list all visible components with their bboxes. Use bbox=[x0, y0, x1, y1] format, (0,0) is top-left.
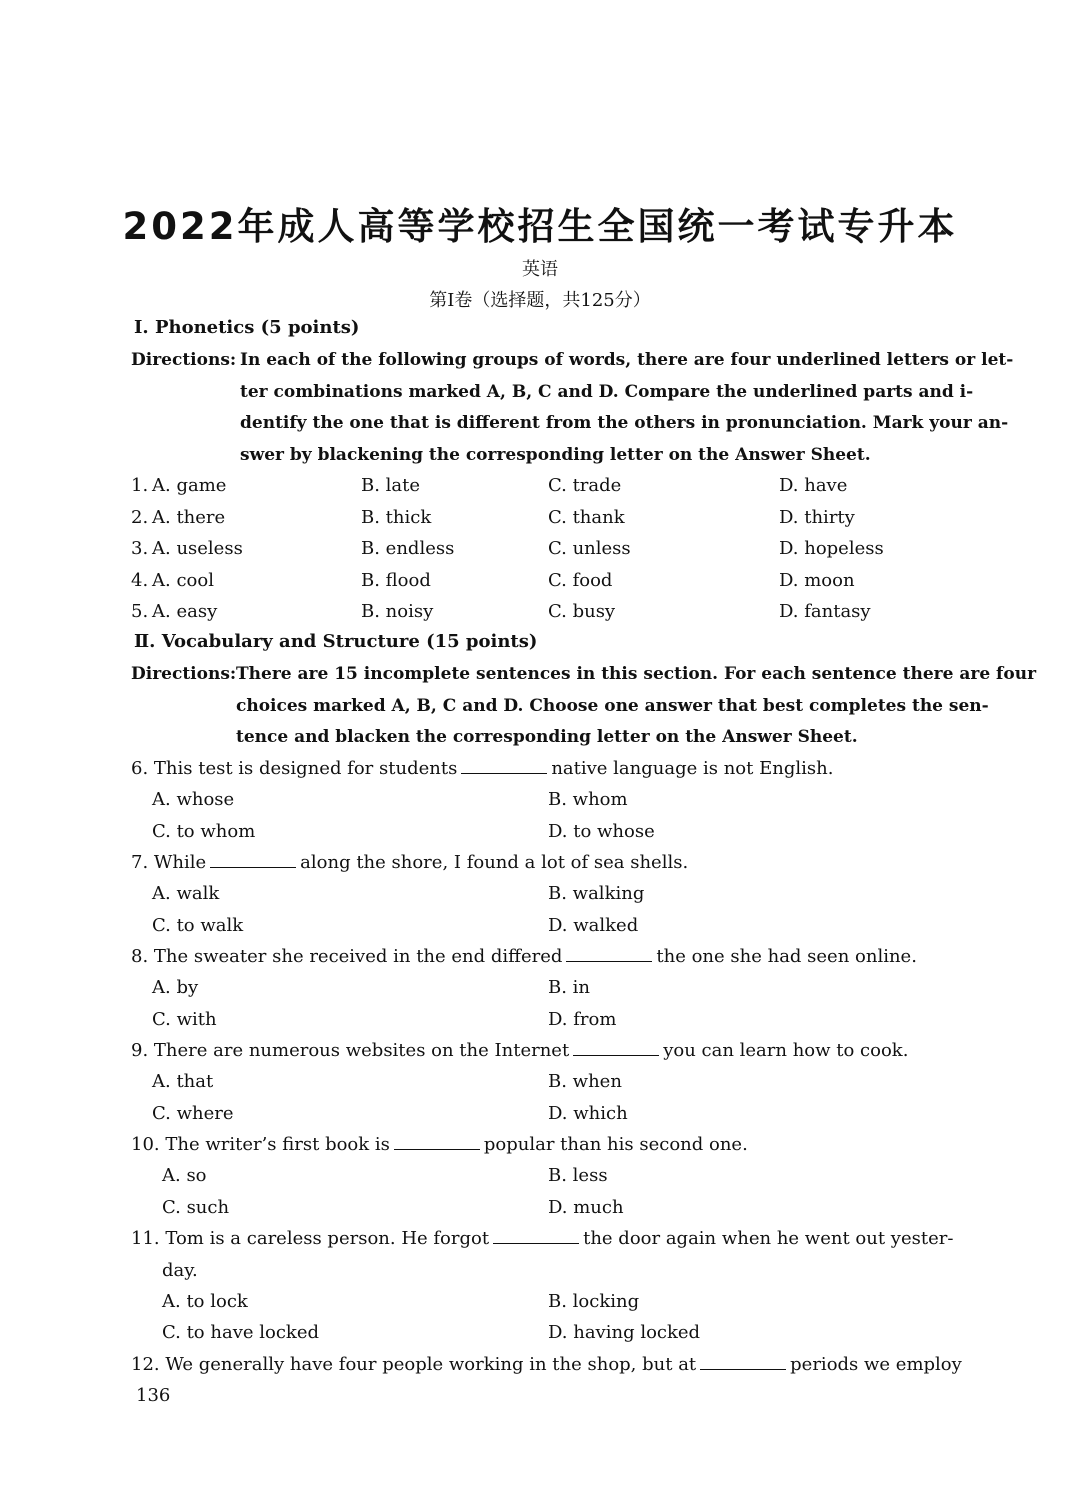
section2-directions-line: tence and blacken the corresponding letter on the Answer Sheet. bbox=[236, 727, 858, 747]
option-c: C. such bbox=[162, 1197, 230, 1218]
question-number: 3. bbox=[131, 538, 149, 559]
answer-blank bbox=[493, 1227, 579, 1244]
option-a: A. that bbox=[152, 1071, 214, 1092]
question-text: 8. The sweater she received in the end differed bbox=[131, 946, 563, 967]
answer-blank bbox=[566, 945, 652, 962]
question-text: popular than his second one. bbox=[483, 1134, 748, 1155]
option-b: B. endless bbox=[361, 538, 455, 559]
option-d: D. to whose bbox=[548, 821, 655, 842]
section1-directions-line: swer by blackening the corresponding letter on the Answer Sheet. bbox=[240, 445, 871, 465]
option-c: C. to whom bbox=[152, 821, 256, 842]
option-a: A. easy bbox=[152, 601, 218, 622]
section2-heading: Ⅱ. Vocabulary and Structure (15 points) bbox=[134, 631, 538, 652]
option-a: A. whose bbox=[152, 789, 235, 810]
answer-blank bbox=[573, 1039, 659, 1056]
option-b: B. less bbox=[548, 1165, 608, 1186]
question-text: 12. We generally have four people working in the shop, but at bbox=[131, 1354, 697, 1375]
question-stem bbox=[131, 1227, 953, 1251]
question-stem bbox=[131, 851, 688, 875]
option-b: B. when bbox=[548, 1071, 622, 1092]
option-c: C. thank bbox=[548, 507, 625, 528]
option-c: C. where bbox=[152, 1103, 234, 1124]
option-a: A. game bbox=[152, 475, 227, 496]
option-c: C. unless bbox=[548, 538, 631, 559]
option-c: C. to have locked bbox=[162, 1322, 319, 1343]
section1-directions-label: Directions: bbox=[131, 350, 237, 370]
question-stem bbox=[131, 1133, 748, 1157]
section1-directions-line: In each of the following groups of words, there are four underlined letters or let- bbox=[240, 350, 1014, 370]
question-text: native language is not English. bbox=[551, 758, 834, 779]
question-number: 4. bbox=[131, 570, 149, 591]
question-text: 6. This test is designed for students bbox=[131, 758, 458, 779]
section1-heading: Ⅰ. Phonetics (5 points) bbox=[134, 317, 360, 338]
question-text: along the shore, I found a lot of sea shells. bbox=[300, 852, 689, 873]
option-d: D. from bbox=[548, 1009, 617, 1030]
section2-directions-line: There are 15 incomplete sentences in this section. For each sentence there are four bbox=[236, 664, 1037, 684]
question-text: you can learn how to cook. bbox=[663, 1040, 909, 1061]
question-text: 10. The writer’s first book is bbox=[131, 1134, 390, 1155]
question-text: 11. Tom is a careless person. He forgot bbox=[131, 1228, 490, 1249]
option-d: D. thirty bbox=[779, 507, 855, 528]
question-number: 5. bbox=[131, 601, 149, 622]
question-text: 9. There are numerous websites on the Internet bbox=[131, 1040, 570, 1061]
question-text: the door again when he went out yester- bbox=[583, 1228, 954, 1249]
section1-directions-line: dentify the one that is different from the others in pronunciation. Mark your an- bbox=[240, 413, 1009, 433]
answer-blank bbox=[210, 851, 296, 868]
option-a: A. walk bbox=[152, 883, 220, 904]
section2-directions-label: Directions: bbox=[131, 664, 237, 684]
section2-directions-line: choices marked A, B, C and D. Choose one answer that best completes the sen- bbox=[236, 696, 989, 716]
option-c: C. trade bbox=[548, 475, 622, 496]
section1-directions-line: ter combinations marked A, B, C and D. Compare the underlined parts and i- bbox=[240, 382, 974, 402]
option-c: C. busy bbox=[548, 601, 616, 622]
option-c: C. with bbox=[152, 1009, 217, 1030]
option-b: B. noisy bbox=[361, 601, 434, 622]
option-b: B. flood bbox=[361, 570, 431, 591]
question-stem bbox=[131, 757, 833, 781]
question-text: 7. While bbox=[131, 852, 207, 873]
option-d: D. much bbox=[548, 1197, 624, 1218]
option-d: D. moon bbox=[779, 570, 855, 591]
question-stem bbox=[131, 1039, 908, 1063]
question-text: periods we employ bbox=[790, 1354, 962, 1375]
question-number: 1. bbox=[131, 475, 149, 496]
answer-blank bbox=[700, 1353, 786, 1370]
option-a: A. to lock bbox=[162, 1291, 248, 1312]
question-stem bbox=[131, 945, 917, 969]
option-b: B. whom bbox=[548, 789, 628, 810]
exam-volume: 第Ⅰ卷（选择题，共125分） bbox=[429, 290, 651, 311]
answer-blank bbox=[461, 757, 547, 774]
option-d: D. walked bbox=[548, 915, 639, 936]
option-d: D. having locked bbox=[548, 1322, 701, 1343]
option-d: D. which bbox=[548, 1103, 628, 1124]
question-number: 2. bbox=[131, 507, 149, 528]
option-b: B. in bbox=[548, 977, 591, 998]
option-c: C. to walk bbox=[152, 915, 244, 936]
option-a: A. there bbox=[152, 507, 226, 528]
option-d: D. fantasy bbox=[779, 601, 871, 622]
option-b: B. locking bbox=[548, 1291, 640, 1312]
option-d: D. have bbox=[779, 475, 848, 496]
option-b: B. late bbox=[361, 475, 421, 496]
option-a: A. cool bbox=[152, 570, 214, 591]
exam-subject: 英语 bbox=[522, 259, 558, 280]
option-d: D. hopeless bbox=[779, 538, 884, 559]
question-text-continued: day. bbox=[162, 1260, 198, 1281]
option-b: B. walking bbox=[548, 883, 645, 904]
option-a: A. so bbox=[162, 1165, 207, 1186]
page-number: 136 bbox=[136, 1385, 171, 1406]
exam-title: 2022年成人高等学校招生全国统一考试专升本 bbox=[122, 205, 958, 248]
option-a: A. useless bbox=[152, 538, 243, 559]
option-c: C. food bbox=[548, 570, 613, 591]
question-stem bbox=[131, 1353, 962, 1377]
option-a: A. by bbox=[152, 977, 199, 998]
question-text: the one she had seen online. bbox=[656, 946, 917, 967]
answer-blank bbox=[394, 1133, 480, 1150]
option-b: B. thick bbox=[361, 507, 432, 528]
